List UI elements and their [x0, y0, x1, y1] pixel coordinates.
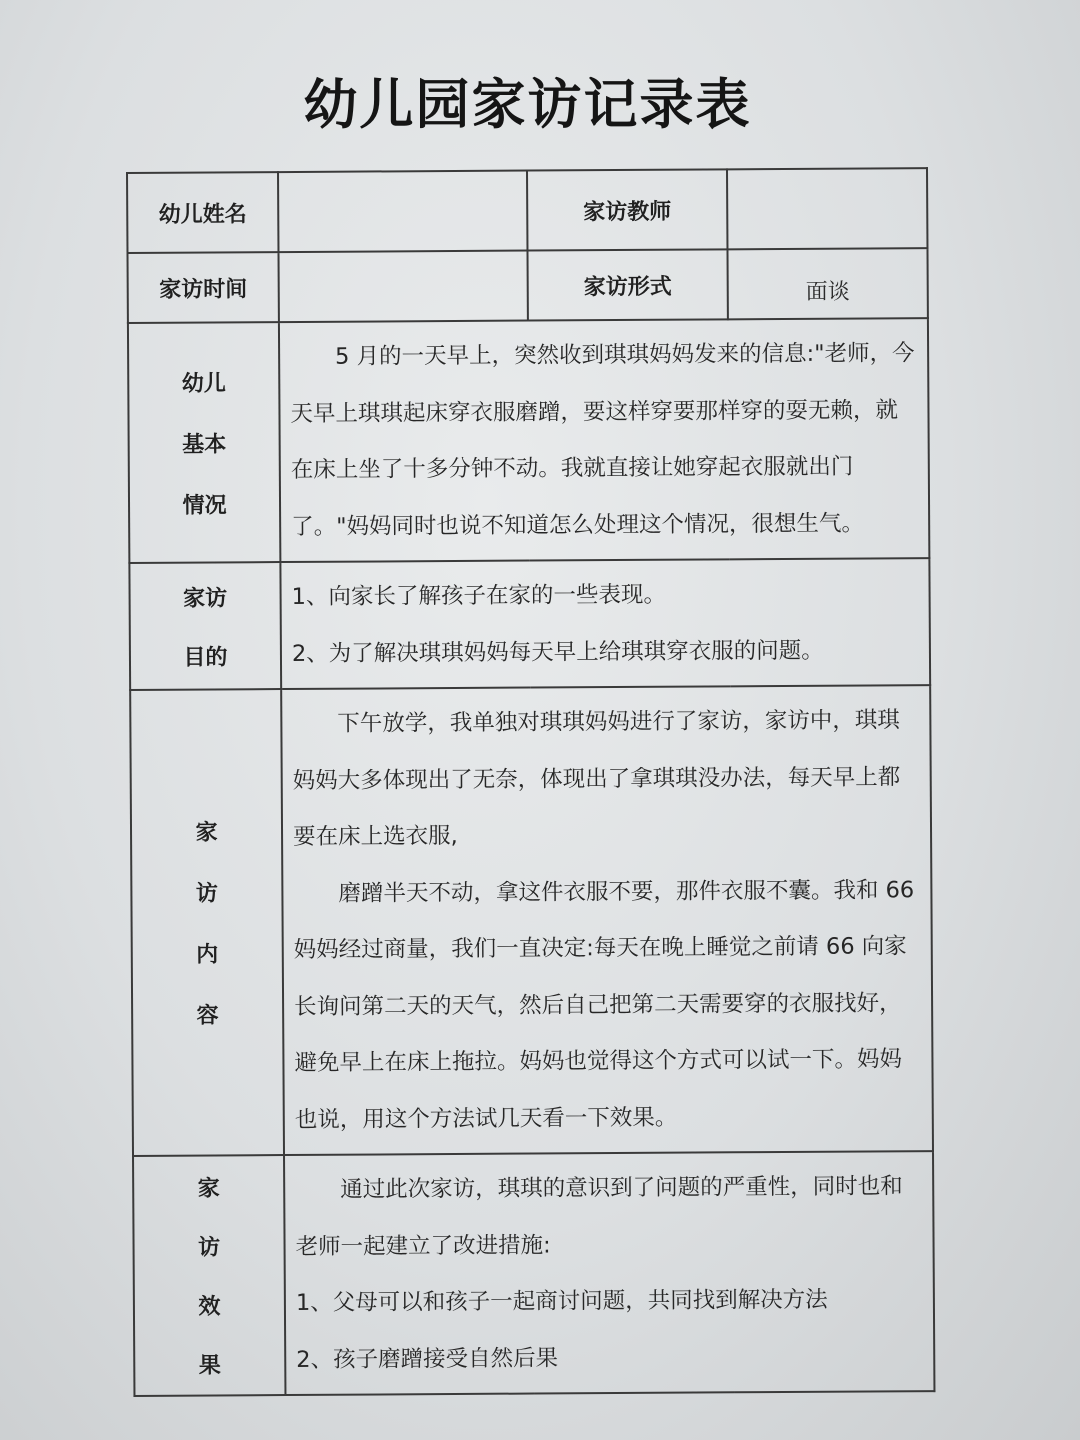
visit-content-paragraph-1: 下午放学，我单独对琪琪妈妈进行了家访，家访中，琪琪妈妈大多体现出了无奈，体现出了拿琪琪没办法，每天早上都要在床上选衣服,: [292, 707, 901, 850]
purpose-label-cell: [129, 562, 281, 690]
row-effect: [133, 1151, 934, 1396]
visit-content-label-line: 访: [195, 881, 218, 907]
effect-item: 2、孩子磨蹭接受自然后果: [296, 1344, 559, 1373]
teacher-value: [727, 168, 927, 249]
visit-time-value: [278, 251, 527, 323]
basic-info-label-cell: [128, 322, 280, 563]
basic-info-label-line: 情况: [182, 492, 227, 519]
effect-label: [134, 1171, 284, 1380]
visit-content-label-cell: [130, 689, 284, 1156]
basic-info-label-line: 基本: [182, 431, 227, 458]
effect-label-line: 家: [197, 1176, 220, 1202]
visit-content-label-line: 家: [195, 820, 218, 846]
row-time-form: [127, 248, 927, 323]
basic-info-label: [129, 366, 279, 520]
effect-content: [284, 1151, 934, 1395]
purpose-item: 2、为了解决琪琪妈妈每天早上给琪琪穿衣服的问题。: [291, 637, 824, 667]
row-child-teacher: [127, 168, 927, 253]
basic-info-content: [279, 318, 929, 562]
document-title: 幼儿园家访记录表: [303, 73, 752, 136]
purpose-label: [131, 581, 281, 672]
purpose-item: 1、向家长了解孩子在家的一些表现。: [291, 581, 666, 610]
visit-content-label-line: 内: [196, 942, 219, 968]
purpose-content: [280, 558, 930, 689]
basic-info-paragraph: 5 月的一天早上，突然收到琪琪妈妈发来的信息:"老师，今天早上琪琪起床穿衣服磨蹭，要这样穿要那样穿的耍无赖，就在床上坐了十多分钟不动。我就直接让她穿起衣服就出门了。"妈妈同时也说不知道怎么处理这个情况，很想生气。: [290, 340, 915, 540]
visit-content-paragraph-2: 磨蹭半天不动，拿这件衣服不要，那件衣服不囊。我和 66 妈妈经过商量，我们一直决定:每天在晚上睡觉之前请 66 向家长询问第二天的天气，然后自己把第二天需要穿的衣服找好，避免早上在床上拖拉。妈妈也觉得这个方式可以试一下。妈妈也说，用这个方法试几天看一下效果。: [293, 876, 915, 1133]
visit-content-text: [281, 685, 933, 1155]
basic-info-label-line: 幼儿: [181, 370, 226, 397]
row-purpose: [129, 558, 930, 690]
row-basic-info: [128, 318, 929, 563]
home-visit-form: [126, 167, 935, 1397]
effect-label-line: 效: [198, 1294, 221, 1320]
visit-time-label: 家访时间: [127, 252, 278, 323]
row-visit-content: [130, 685, 933, 1156]
child-name-label: 幼儿姓名: [127, 172, 278, 253]
effect-label-line: 果: [198, 1353, 221, 1379]
teacher-label: 家访教师: [527, 169, 727, 250]
child-name-value: [278, 171, 527, 253]
visit-form-label: 家访形式: [527, 249, 727, 320]
effect-paragraph: 通过此次家访，琪琪的意识到了问题的严重性，同时也和老师一起建立了改进措施:: [295, 1173, 903, 1260]
effect-item: 1、父母可以和孩子一起商讨问题，共同找到解决方法: [295, 1286, 828, 1316]
purpose-label-line: 家访: [183, 585, 228, 612]
visit-form-value: 面谈: [727, 248, 927, 319]
effect-label-line: 访: [197, 1235, 221, 1261]
effect-label-cell: [133, 1155, 285, 1396]
purpose-label-line: 目的: [183, 644, 228, 671]
visit-content-label-line: 容: [196, 1003, 219, 1029]
visit-content-label: [132, 815, 282, 1030]
